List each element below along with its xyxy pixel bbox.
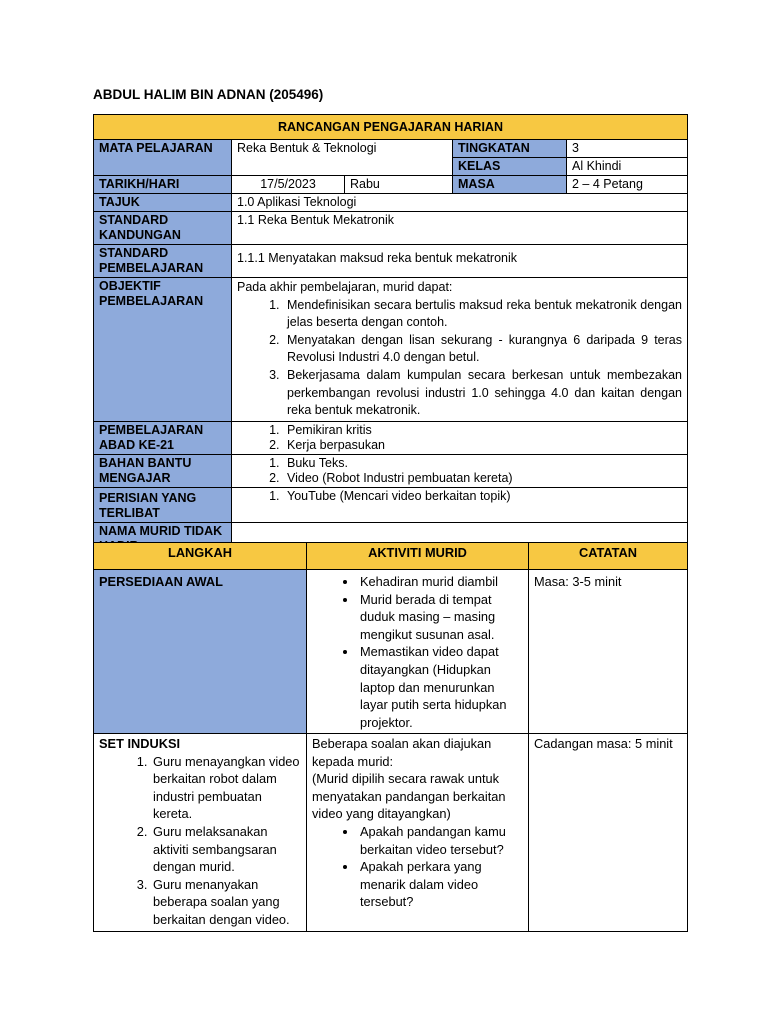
objektif-list — [237, 297, 682, 420]
persediaan-catatan: Masa: 3-5 minit — [529, 570, 688, 734]
set-induksi-item: 1. Guru menayangkan video berkaitan robot dalam industri pembuatan kereta. — [151, 753, 301, 823]
pak21-label: PEMBELAJARAN ABAD KE-21 — [94, 421, 232, 454]
objektif-cell — [232, 278, 688, 422]
bbm-item: 1. Buku Teks. — [283, 456, 682, 471]
day-value: Rabu — [345, 176, 453, 194]
bbm-cell — [232, 454, 688, 487]
persediaan-cell — [307, 570, 529, 734]
langkah-table — [93, 542, 688, 932]
subject-value: Reka Bentuk & Teknologi — [232, 140, 453, 176]
subject-label: MATA PELAJARAN — [94, 140, 232, 176]
tingkatan-label: TINGKATAN — [453, 140, 567, 158]
question-item: • Apakah perkara yang menarik dalam video tersebut? — [358, 858, 523, 911]
bbm-label: BAHAN BANTU MENGAJAR — [94, 454, 232, 487]
kelas-label: KELAS — [453, 158, 567, 176]
header-aktiviti: AKTIVITI MURID — [307, 543, 529, 570]
bbm-item: 2. Video (Robot Industri pembuatan kereta) — [283, 471, 682, 486]
masa-label: MASA — [453, 176, 567, 194]
set-induksi-label: SET INDUKSI — [99, 736, 181, 751]
objektif-item: 2. Menyatakan dengan lisan sekurang - kurangnya 6 daripada 9 teras Revolusi Industri 4.0 dengan betul. — [283, 332, 682, 367]
standard-pembelajaran-label: STANDARD PEMBELAJARAN — [94, 245, 232, 278]
objektif-label: OBJEKTIF PEMBELAJARAN — [94, 278, 232, 422]
objektif-intro: Pada akhir pembelajaran, murid dapat: — [237, 280, 453, 294]
standard-kandungan-value: 1.1 Reka Bentuk Mekatronik — [232, 212, 688, 245]
pak21-cell — [232, 421, 688, 454]
set-induksi-item: 3. Guru menanyakan beberapa soalan yang berkaitan dengan video. — [151, 876, 301, 929]
objektif-item: 1. Mendefinisikan secara bertulis maksud reka bentuk mekatronik dengan jelas beserta dengan contoh. — [283, 297, 682, 332]
perisian-list — [237, 489, 682, 504]
perisian-label: PERISIAN YANG TERLIBAT — [94, 487, 232, 522]
aktiviti-intro: Beberapa soalan akan diajukan kepada murid: — [312, 736, 492, 769]
tingkatan-value: 3 — [567, 140, 688, 158]
set-induksi-aktiviti — [307, 734, 529, 932]
set-induksi-item: 2. Guru melaksanakan aktiviti sembangsaran dengan murid. — [151, 823, 301, 876]
rph-header-table — [93, 114, 688, 556]
masa-value: 2 – 4 Petang — [567, 176, 688, 194]
bbm-list — [237, 456, 682, 486]
author-name: ABDUL HALIM BIN ADNAN (205496) — [93, 87, 324, 102]
objektif-item: 3. Bekerjasama dalam kumpulan secara berkesan untuk membezakan perkembangan revolusi industri 1.0 sehingga 4.0 dan kaitan dengan reka bentuk mekatronik. — [283, 367, 682, 420]
pak21-item: 2. Kerja berpasukan — [283, 438, 682, 453]
tidak-hadir-label: NAMA MURID TIDAK — [94, 522, 232, 555]
standard-pembelajaran-value: 1.1.1 Menyatakan maksud reka bentuk mekatronik — [232, 245, 688, 278]
tajuk-value: 1.0 Aplikasi Teknologi — [232, 194, 688, 212]
questions-list — [312, 823, 523, 911]
kelas-value: Al Khindi — [567, 158, 688, 176]
tarikh-label: TARIKH/HARI — [94, 176, 232, 194]
header-catatan: CATATAN — [529, 543, 688, 570]
pak21-list — [237, 423, 682, 453]
set-induksi-catatan: Cadangan masa: 5 minit — [529, 734, 688, 932]
persediaan-item: • Murid berada di tempat duduk masing – masing mengikut susunan asal. — [358, 591, 523, 644]
set-induksi-cell — [94, 734, 307, 932]
aktiviti-note: (Murid dipilih secara rawak untuk menyatakan pandangan berkaitan video yang ditayangkan) — [312, 771, 506, 822]
persediaan-item: • Kehadiran murid diambil — [358, 573, 523, 591]
rph-title: RANCANGAN PENGAJARAN HARIAN — [94, 115, 688, 140]
pak21-item: 1. Pemikiran kritis — [283, 423, 682, 438]
question-item: • Apakah pandangan kamu berkaitan video tersebut? — [358, 823, 523, 858]
tajuk-label: TAJUK — [94, 194, 232, 212]
perisian-cell — [232, 487, 688, 522]
persediaan-item: • Memastikan video dapat ditayangkan (Hidupkan laptop dan menurunkan layar putih serta hidupkan projektor. — [358, 643, 523, 731]
header-langkah: LANGKAH — [94, 543, 307, 570]
standard-kandungan-label: STANDARD KANDUNGAN — [94, 212, 232, 245]
persediaan-list — [312, 573, 523, 731]
perisian-item: 1. YouTube (Mencari video berkaitan topik) — [283, 489, 682, 504]
persediaan-label: PERSEDIAAN AWAL — [94, 570, 307, 734]
date-value: 17/5/2023 — [232, 176, 345, 194]
set-induksi-list — [99, 753, 301, 929]
